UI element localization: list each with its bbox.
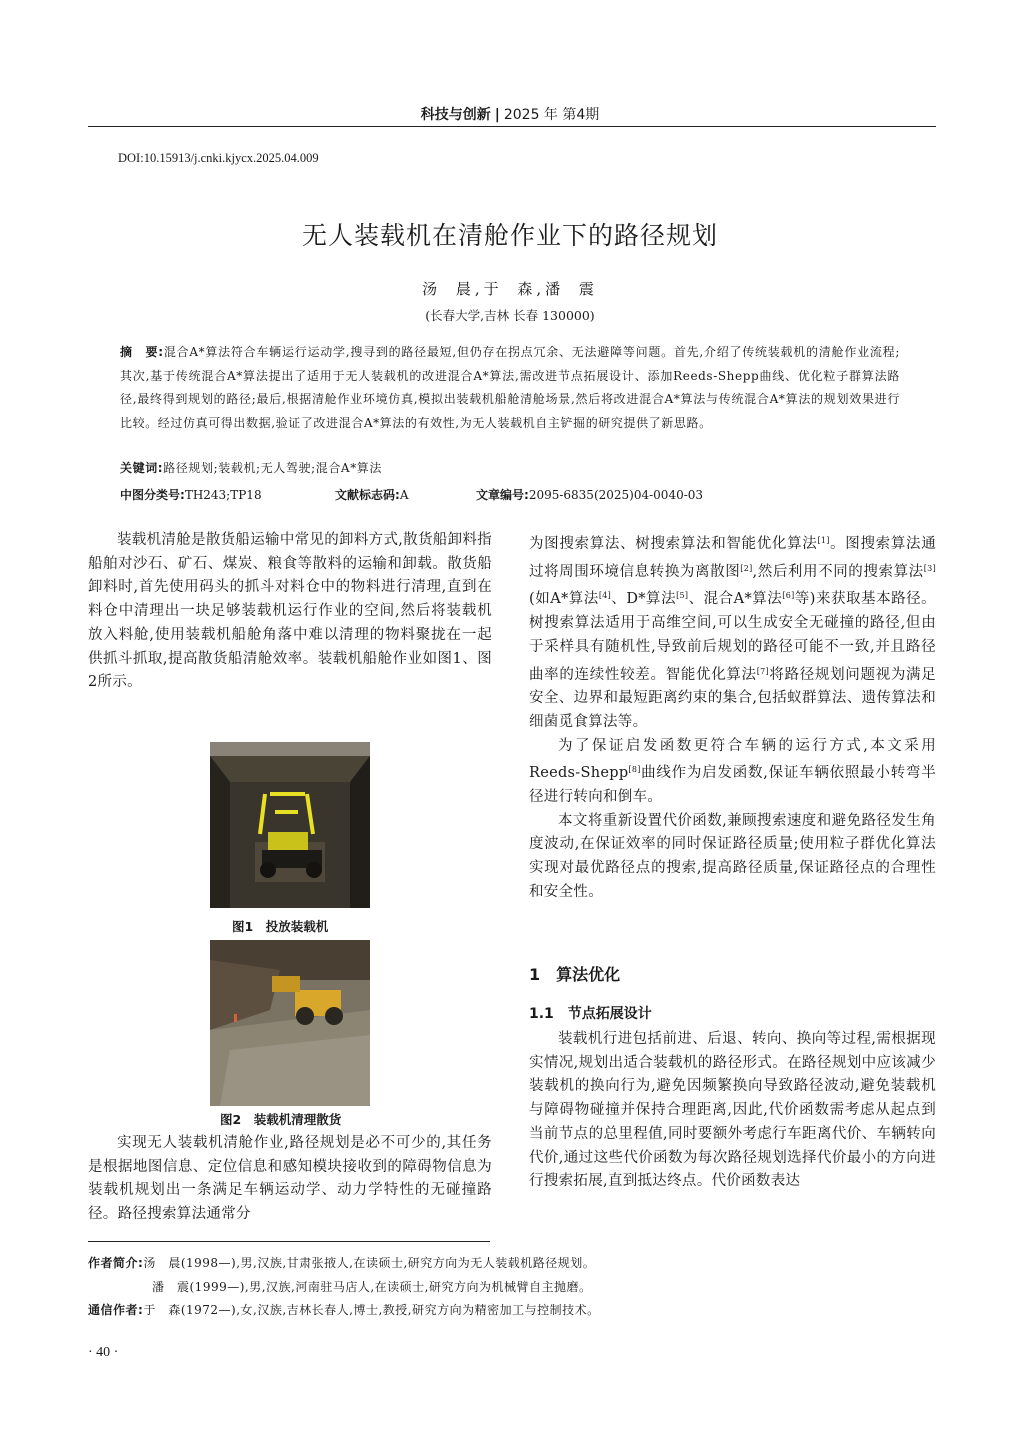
abstract-label: 摘 要: xyxy=(120,345,164,359)
citation: [8] xyxy=(628,765,641,775)
authors: 汤 晨,于 森,潘 震 xyxy=(422,280,598,298)
loader-cleaning-photo xyxy=(210,940,370,1106)
journal-header xyxy=(0,104,1020,124)
abstract-text: 混合A*算法符合车辆运行运动学,搜寻到的路径最短,但仍存在拐点冗余、无法避障等问题。首先,介绍了传统装载机的清舱作业流程;其次,基于传统混合A*算法提出了适用于无人装载机的改进混合A*算法,需改进节点拓展设计、添加Reeds-Shepp曲线、优化粒子群算法路径,最终得到规划的路径;最后,根据清舱作业环境仿真,模拟出装载机船舱清舱场景,然后将改进混合A*算法与传统混合A*算法的规划效果进行比较。经过仿真可得出数据,验证了改进混合A*算法的有效性,为无人装载机自主铲掘的研究提供了新思路。 xyxy=(120,345,900,430)
keywords xyxy=(120,459,382,476)
text-run: ,然后利用不同的搜索算法 xyxy=(752,563,924,580)
footnote-rule xyxy=(88,1241,490,1242)
paragraph xyxy=(529,529,936,735)
citation: [4] xyxy=(598,591,612,601)
body-right-top xyxy=(529,529,936,905)
corresponding-bio: 于 森(1972—),女,汉族,吉林长春人,博士,教授,研究方向为精密加工与控制技术。 xyxy=(143,1303,600,1317)
text-run: 、混合A*算法 xyxy=(688,591,783,608)
section-heading: 1 算法优化 xyxy=(529,965,621,984)
paragraph: 实现无人装载机清舱作业,路径规划是必不可少的,其任务是根据地图信息、定位信息和感知模块接收到的障碍物信息为装载机规划出一条满足车辆运动学、动力学特性的无碰撞路径。路径搜索算法通常分 xyxy=(88,1135,492,1223)
header-rule xyxy=(88,126,936,127)
author-1-bio: 汤 晨(1998—),男,汉族,甘肃张掖人,在读硕士,研究方向为无人装载机路径规划。 xyxy=(143,1256,596,1270)
corresponding-label: 通信作者: xyxy=(88,1303,144,1317)
text-run: 、D*算法 xyxy=(611,591,677,608)
subsection-heading: 1.1 节点拓展设计 xyxy=(529,1006,652,1022)
text-run: (如A*算法 xyxy=(529,591,599,608)
author-note-2: 潘 震(1999—),男,汉族,河南驻马店人,在读硕士,研究方向为机械臂自主抛磨。 xyxy=(152,1280,592,1294)
paragraph xyxy=(529,735,936,810)
citation: [5] xyxy=(676,591,689,601)
paper-title: 无人装载机在清舱作业下的路径规划 xyxy=(301,221,718,250)
article-number xyxy=(476,486,703,503)
document-code xyxy=(335,486,408,503)
clc-label: 中图分类号: xyxy=(120,488,185,502)
body-right-bottom xyxy=(529,1028,936,1194)
clc-number xyxy=(120,486,262,503)
text-run: 将路径规划问题视为满足安全、边界和最短距离约束的集合,包括蚁群算法、遗传算法和细菌觅食算法等。 xyxy=(529,666,936,730)
author-note-1 xyxy=(88,1254,595,1271)
author-intro-label: 作者简介: xyxy=(88,1256,144,1270)
citation: [7] xyxy=(756,666,769,676)
header-separator: | xyxy=(494,107,500,123)
figure-1-image xyxy=(210,742,370,908)
text-run: 。图搜索算法通过将周围环境信息转换为离散图 xyxy=(529,536,936,580)
affiliation: (长春大学,吉林 长春 130000) xyxy=(425,308,595,323)
citation: [2] xyxy=(740,563,753,573)
citation: [3] xyxy=(923,563,936,573)
loader-placement-photo xyxy=(210,742,370,908)
citation: [1] xyxy=(817,536,830,545)
text-run: 为图搜索算法、树搜索算法和智能优化算法 xyxy=(529,536,818,552)
text-run: 曲线作为启发函数,保证车辆依照最小转弯半径进行转向和倒车。 xyxy=(529,765,936,806)
article-value: 2095-6835(2025)04-0040-03 xyxy=(528,488,704,502)
text-run: 为了保证启发函数更符合车辆的运行方式,本文采用Reeds-Shepp xyxy=(529,737,936,782)
paragraph: 装载机清舱是散货船运输中常见的卸料方式,散货船卸料指船舶对沙石、矿石、煤炭、粮食等散料的运输和卸载。散货船卸料时,首先使用码头的抓斗对料仓中的物料进行清理,直到在料仓中清理出一块足够装载机运行作业的空间,然后将装载机放入料舱,使用装载机船舱角落中难以清理的物料聚拢在一起供抓斗抓取,提高散货船清舱效率。装载机船舱作业如图1、图2所示。 xyxy=(88,532,492,691)
body-left-bottom xyxy=(88,1132,492,1227)
journal-name: 科技与创新 xyxy=(420,107,491,123)
page-number: · 40 · xyxy=(88,1345,119,1360)
body-left-top xyxy=(88,529,492,695)
figure-2-image xyxy=(210,940,370,1106)
keywords-label: 关键词: xyxy=(120,461,164,475)
corresponding-author-note xyxy=(88,1301,600,1318)
doc-value: A xyxy=(399,488,409,502)
clc-value: TH243;TP18 xyxy=(184,488,262,502)
text-run: 等)来获取基本路径。树搜索算法适用于高维空间,可以生成安全无碰撞的路径,但由于采样具有随机性,导致前后规划的路径可能不一致,并且路径曲率的连续性较差。智能优化算法 xyxy=(529,591,936,683)
abstract xyxy=(120,341,900,435)
article-label: 文章编号: xyxy=(476,488,529,502)
citation: [6] xyxy=(782,591,795,601)
doi: DOI:10.15913/j.cnki.kjycx.2025.04.009 xyxy=(118,151,319,165)
figure-2-caption: 图2 装载机清理散货 xyxy=(220,1112,342,1127)
keywords-text: 路径规划;装载机;无人驾驶;混合A*算法 xyxy=(163,461,382,475)
paragraph: 装载机行进包括前进、后退、转向、换向等过程,需根据现实情况,规划出适合装载机的路径形式。在路径规划中应该减少装载机的换向行为,避免因频繁换向导致路径波动,避免装载机与障碍物碰撞并保持合理距离,因此,代价函数需考虑从起点到当前节点的总里程值,同时要额外考虑行车距离代价、车辆转向代价,通过这些代价函数为每次路径规划选择代价最小的方向进行搜索拓展,直到抵达终点。代价函数表达 xyxy=(529,1031,936,1190)
paragraph: 本文将重新设置代价函数,兼顾搜索速度和避免路径发生角度波动,在保证效率的同时保证路径质量;使用粒子群优化算法实现对最优路径点的搜索,提高路径质量,保证路径点的合理性和安全性。 xyxy=(529,812,936,900)
figure-1-caption: 图1 投放装载机 xyxy=(232,919,329,934)
journal-issue: 2025 年 第4期 xyxy=(503,107,600,123)
doc-label: 文献标志码: xyxy=(335,488,400,502)
